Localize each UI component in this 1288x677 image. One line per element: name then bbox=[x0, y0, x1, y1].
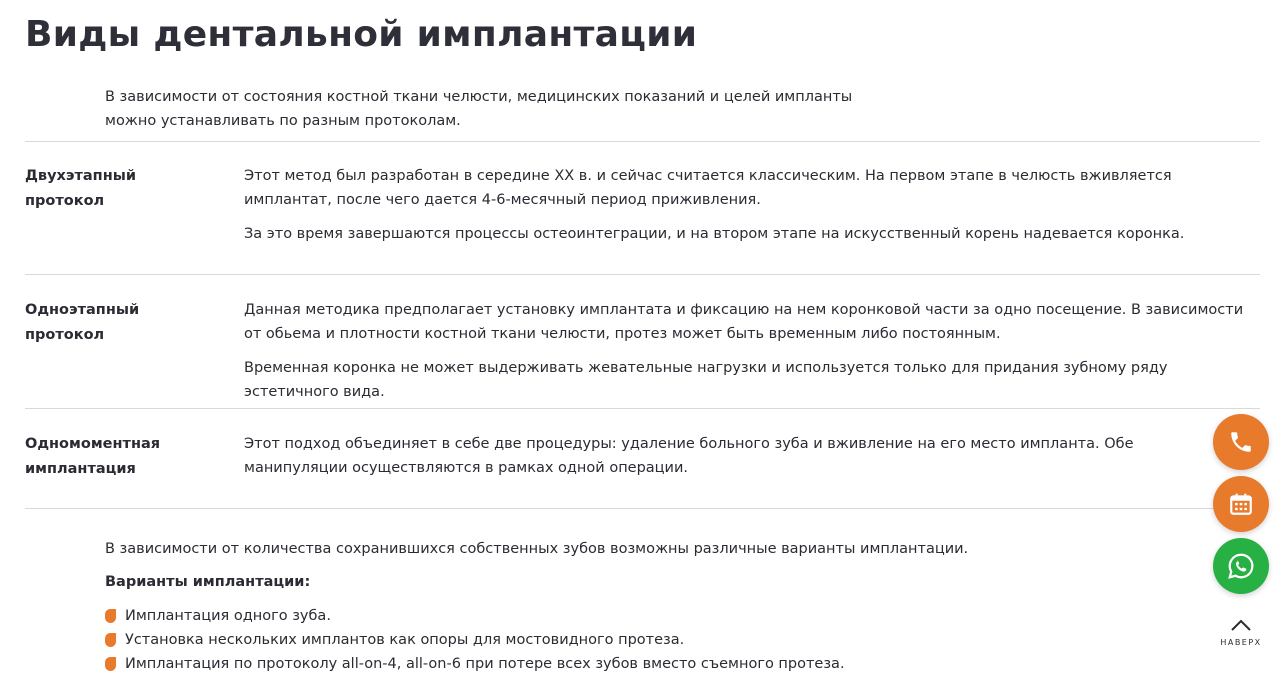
variants-list bbox=[105, 604, 845, 676]
intro-text: В зависимости от состояния костной ткани челюсти, медицинских показаний и целей импланты можно устанавливать по разным протоколам. bbox=[105, 89, 853, 129]
protocol-name: Одноэтапный протокол bbox=[25, 302, 140, 343]
protocol-description bbox=[244, 298, 1264, 404]
protocol-description bbox=[244, 432, 1204, 480]
divider bbox=[25, 508, 1260, 509]
protocol-paragraph: Данная методика предполагает установку имплантата и фиксацию на нем коронковой части за одно посещение. В зависимости от обьема и плотности костной ткани челюсти, протез может быть временным либо постоянным. bbox=[244, 302, 1244, 342]
divider bbox=[25, 141, 1260, 142]
variants-note: В зависимости от количества сохранившихся собственных зубов возможны различные варианты имплантации. bbox=[105, 541, 969, 557]
call-button[interactable] bbox=[1213, 414, 1269, 470]
back-to-top-label: НАВЕРХ bbox=[1220, 638, 1262, 647]
protocol-paragraph: Временная коронка не может выдерживать жевательные нагрузки и используется только для придания зубному ряду эстетичного вида. bbox=[244, 360, 1168, 400]
back-to-top-button[interactable] bbox=[1218, 617, 1264, 647]
list-item bbox=[105, 604, 845, 628]
bullet-icon bbox=[105, 609, 116, 623]
protocol-paragraph: Этот метод был разработан в середине XX в. и сейчас считается классическим. На первом этапе в челюсть вживляется имплантат, после чего дается 4-6-месячный период приживления. bbox=[244, 168, 1172, 208]
protocol-description bbox=[244, 164, 1264, 246]
list-item-text: Установка нескольких имплантов как опоры для мостовидного протеза. bbox=[125, 632, 685, 648]
list-item bbox=[105, 628, 845, 652]
protocol-paragraph: За это время завершаются процессы остеоинтеграции, и на втором этапе на искусственный корень надевается коронка. bbox=[244, 226, 1185, 242]
calendar-icon bbox=[1228, 491, 1254, 517]
protocol-paragraph: Этот подход объединяет в себе две процедуры: удаление больного зуба и вживление на его место импланта. Обе манипуляции осуществляются в рамках одной операции. bbox=[244, 436, 1134, 476]
divider bbox=[25, 274, 1260, 275]
bullet-icon bbox=[105, 657, 116, 671]
variants-title: Варианты имплантации: bbox=[105, 574, 311, 590]
list-item bbox=[105, 652, 845, 676]
appointment-button[interactable] bbox=[1213, 476, 1269, 532]
whatsapp-icon bbox=[1226, 551, 1256, 581]
whatsapp-button[interactable] bbox=[1213, 538, 1269, 594]
list-item-text: Имплантация по протоколу all-on-4, all-on-6 при потере всех зубов вместо съемного протеза. bbox=[125, 656, 845, 672]
page-title: Виды дентальной имплантации bbox=[25, 14, 698, 55]
list-item-text: Имплантация одного зуба. bbox=[125, 608, 331, 624]
protocol-name: Одномоментная имплантация bbox=[25, 436, 161, 477]
bullet-icon bbox=[105, 633, 116, 647]
protocol-name: Двухэтапный протокол bbox=[25, 168, 136, 209]
chevron-up-icon bbox=[1229, 617, 1253, 633]
phone-icon bbox=[1228, 429, 1254, 455]
divider bbox=[25, 408, 1260, 409]
